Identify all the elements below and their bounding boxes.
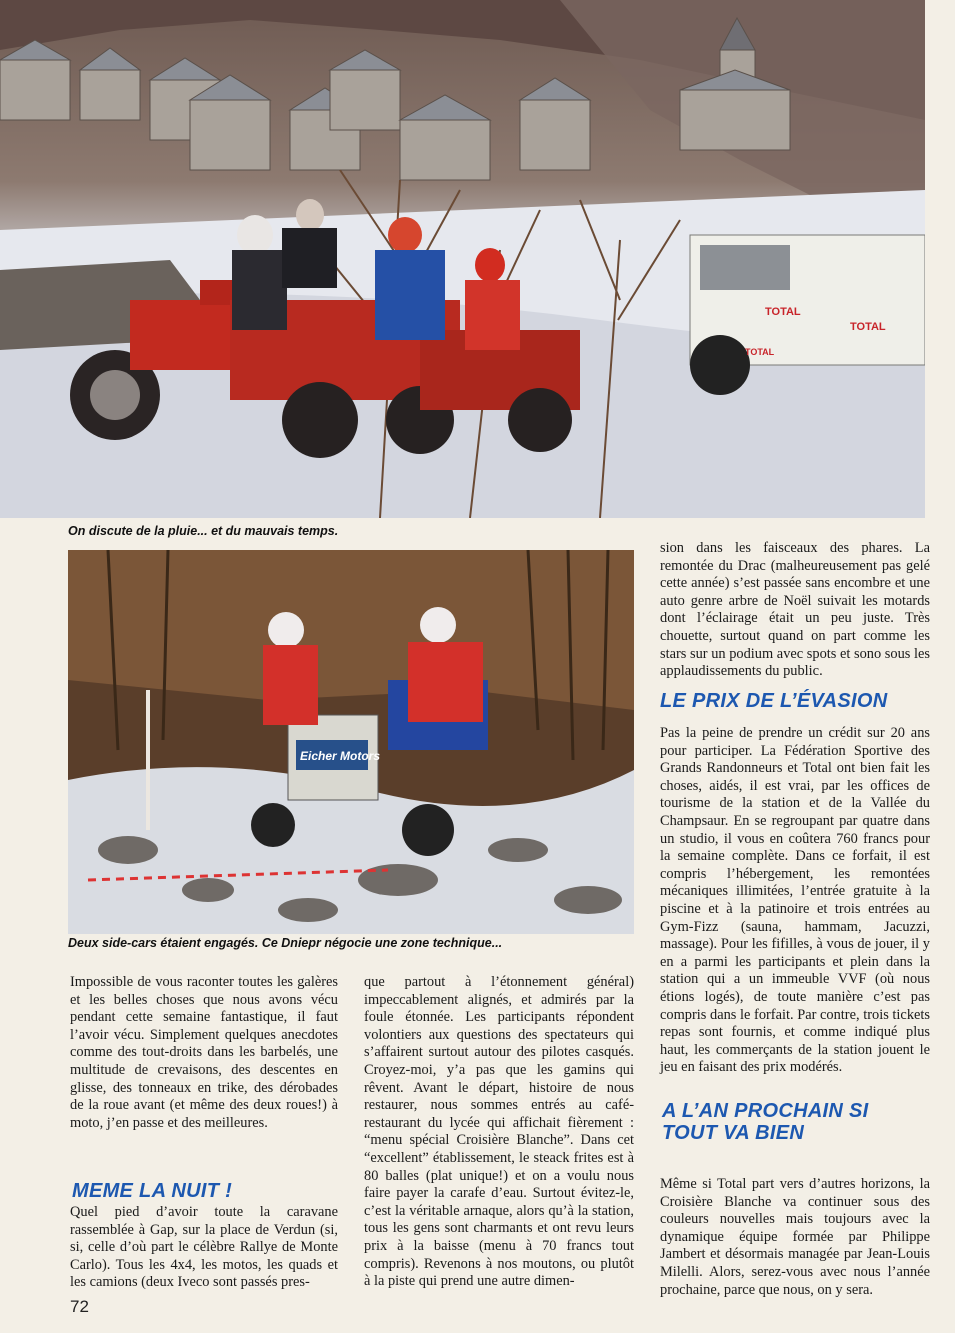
article-paragraph: Quel pied d’avoir toute la caravane rassemblée à Gap, sur la place de Verdun (si, si, celle d’où part le célèbre Rallye de Monte Carlo). Tous les 4x4, les motos, les quads et les camions (deux Iveco sont passés pres- xyxy=(70,1204,338,1291)
column-c-middle xyxy=(660,725,930,1077)
column-b xyxy=(364,974,634,1291)
section-heading-prochain xyxy=(662,1100,937,1144)
heading-line: A L’AN PROCHAIN SI xyxy=(662,1100,869,1122)
column-a-continued xyxy=(70,1204,338,1292)
column-a xyxy=(70,974,338,1132)
sidecar-sign: Eicher Motors xyxy=(300,749,381,763)
page-number: 72 xyxy=(70,1297,89,1316)
article-paragraph: sion dans les faisceaux des phares. La remontée du Drac (malheureusement pas gelé cette année) s’est passée sans encombre et une auto genre arbre de Noël suivait les motards dont l’éclairage était un peu juste. Très chouette, surtout quand on part comme les stars sur un podium avec spots et sono sous les applaudissements du public. xyxy=(660,540,930,680)
top-photo-caption: On discute de la pluie... et du mauvais temps. xyxy=(68,524,339,538)
column-c-top xyxy=(660,540,930,681)
section-heading-evasion: LE PRIX DE L’ÉVASION xyxy=(660,690,888,712)
section-heading-nuit: MEME LA NUIT ! xyxy=(72,1180,233,1202)
sign-total-1: TOTAL xyxy=(765,306,801,318)
article-paragraph: Impossible de vous raconter toutes les galères et les belles choses que nous avons vécu pendant cette semaine fantastique, il faut l’avoir vécu. Simplement quelques anecdotes comme des tout-droits dans les barbelés, une multitude de crevaisons, des descentes en glisse, des tonneaux en trike, des dérobades de la roue avant (et même des deux roues!) à moto, j’en passe et des meilleures. xyxy=(70,974,338,1131)
article-paragraph: que partout à l’étonnement général) impeccablement alignés, et admirés par la foule étonnée. Les participants répondent volontiers aux questions des spectateurs qui s’affairent surtout autour des pilotes casqués. Croyez-moi, y’a pas que les gamins qui rêvent. Avant le départ, histoire de nous restaurer, nous sommes entrés au café-restaurant du lycée qui affichait fièrement : “menu spécial Croisière Blanche”. Dans cet “excellent” établissement, le steack frites est à 80 balles (plat unique!) et on a voulu nous faire payer la carafe d’eau. Surtout évitez-le, c’est la véritable arnaque, alors qu’à la station, tous les gens sont charmants et ont revu leurs prix à la baisse (menu à 70 francs tout compris). Revenons à nos moutons, ou plutôt à la piste qui prend une autre dimen- xyxy=(364,974,634,1290)
article-paragraph: Même si Total part vers d’autres horizons, la Croisière Blanche va continuer sous des couleurs nouvelles mais toujours avec la dynamique équipe formée par Philippe Jambert et désormais managée par Jean-Louis Milelli. Alors, serez-vous avec nous l’année prochaine, parce que nous, on y sera. xyxy=(660,1176,930,1298)
article-paragraph: Pas la peine de prendre un crédit sur 20 ans pour participer. La Fédération Sportive des Grands Randonneurs et Total ont bien fait les choses, aidés, il est vrai, par les offices de tourisme de la station et de la Vallée du Champsaur. En se regroupant par quatre dans un studio, il vous en coûtera 760 francs pour la semaine complète. Dans ce forfait, il est compris l’hébergement, les remontées mécaniques illimitées, l’entrée gratuite à la piscine et à la patinoire et trois entrées au Gym-Fizz (sauna, hammam, Jacuzzi, massage). Pour les fifilles, à vous de jouer, il y en a parmi les participants et plein dans la station qui a un immeuble VVF (où nous étions logés), de toute manière c’est pas compris dans le forfait. Par contre, trois tickets repas sont fournis, et comme indiqué plus haut, les commerçants de la station jouent le jeu en faisant des prix modérés. xyxy=(660,725,930,1076)
middle-photo xyxy=(68,550,634,934)
heading-line: TOUT VA BIEN xyxy=(662,1122,805,1144)
column-c-bottom xyxy=(660,1176,930,1299)
sign-total-2: TOTAL xyxy=(850,321,886,333)
top-photo xyxy=(0,0,925,518)
sign-total-3: TOTAL xyxy=(745,347,775,357)
middle-photo-caption: Deux side-cars étaient engagés. Ce Dniepr négocie une zone technique... xyxy=(68,936,503,950)
